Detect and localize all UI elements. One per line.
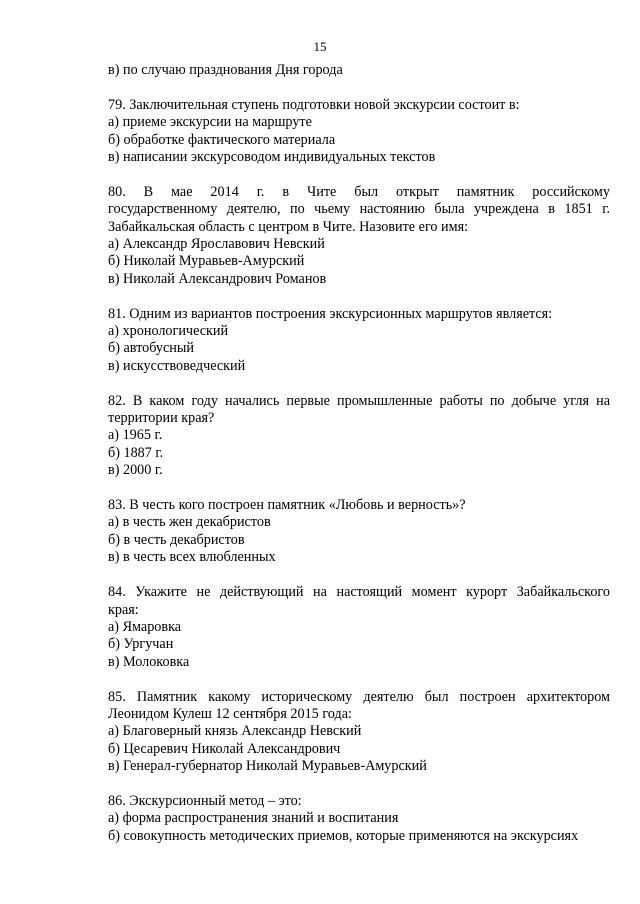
question-text: Забайкальская область с центром в Чите. Назовите его имя: [108, 218, 469, 235]
question-text: Леонидом Кулеш 12 сентября 2015 года: [108, 705, 352, 722]
question-text: 81. Одним из вариантов построения экскурсионных маршрутов является: [108, 305, 553, 322]
question-80 [108, 184, 610, 288]
question-86 [108, 793, 610, 845]
question-text: 83. В честь кого построен памятник «Любовь и верность»? [108, 497, 466, 514]
answer-option: а) в честь жен декабристов [108, 514, 271, 531]
question-81 [108, 306, 610, 376]
answer-option: б) 1887 г. [108, 444, 164, 461]
answer-option: б) обработке фактического материала [108, 131, 336, 148]
answer-option: в) написании экскурсоводом индивидуальных текстов [108, 149, 436, 166]
question-84 [108, 584, 610, 671]
answer-option: в) 2000 г. [108, 462, 163, 479]
answer-option: а) 1965 г. [108, 427, 163, 444]
answer-option: в) Николай Александрович Романов [108, 270, 327, 287]
answer-option: б) в честь декабристов [108, 531, 245, 548]
answer-option: а) Благоверный князь Александр Невский [108, 723, 362, 740]
answer-option: в) Генерал-губернатор Николай Муравьев-Амурский [108, 758, 427, 775]
answer-option: в) в честь всех влюбленных [108, 549, 276, 566]
page-number: 15 [313, 39, 327, 54]
answer-option: б) совокупность методических приемов, которые применяются на экскурсиях [108, 827, 579, 844]
answer-option: а) форма распространения знаний и воспитания [108, 810, 399, 827]
page-content [108, 62, 610, 845]
question-text: 79. Заключительная ступень подготовки новой экскурсии состоит в: [108, 96, 520, 113]
question-83 [108, 497, 610, 567]
question-text: территории края? [108, 410, 215, 427]
question-85 [108, 689, 610, 776]
answer-option: б) Николай Муравьев-Амурский [108, 253, 305, 270]
question-text: 82. В каком году начались первые промышленные работы по добыче угля на [108, 392, 610, 409]
question-text: 84. Укажите не действующий на настоящий момент курорт Забайкальского [108, 584, 610, 601]
continuation-line: в) по случаю празднования Дня города [108, 62, 343, 78]
answer-option: а) приеме экскурсии на маршруте [108, 114, 312, 131]
question-text: государственному деятелю, по чьему настоянию была учреждена в 1851 г. [108, 201, 610, 218]
answer-option: а) Ямаровка [108, 618, 182, 635]
answer-option: в) Молоковка [108, 653, 190, 670]
question-text: 86. Экскурсионный метод – это: [108, 792, 302, 809]
question-79 [108, 97, 610, 167]
question-text: 85. Памятник какому историческому деятелю был построен архитектором [108, 688, 610, 705]
answer-option: в) искусствоведческий [108, 357, 246, 374]
answer-option: б) Цесаревич Николай Александрович [108, 740, 341, 757]
question-text: края: [108, 601, 139, 618]
question-text: 80. В мае 2014 г. в Чите был открыт памятник российскому [108, 183, 610, 200]
answer-option: б) автобусный [108, 340, 195, 357]
question-82 [108, 393, 610, 480]
answer-option: а) Александр Ярославович Невский [108, 236, 325, 253]
answer-option: а) хронологический [108, 323, 229, 340]
answer-option: б) Ургучан [108, 636, 174, 653]
